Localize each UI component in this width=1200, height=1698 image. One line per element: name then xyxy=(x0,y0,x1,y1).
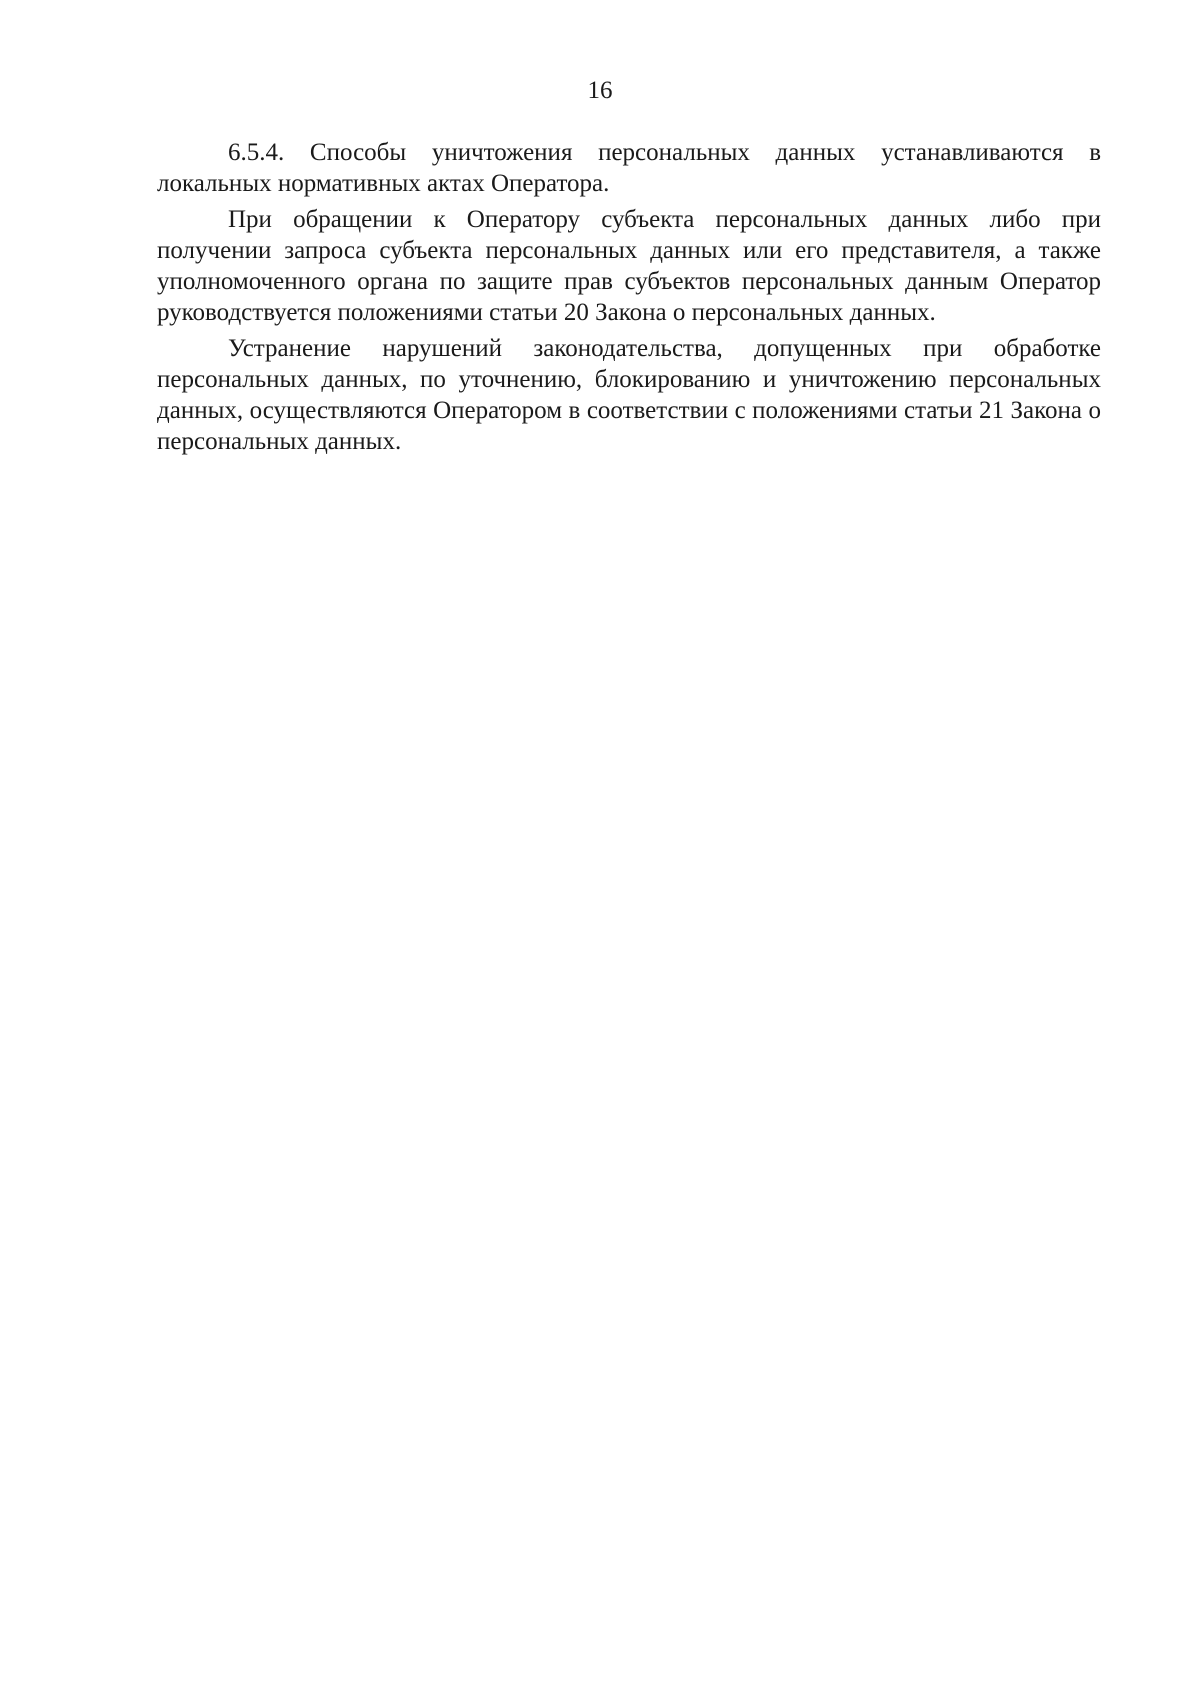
document-body xyxy=(157,137,1101,462)
page-number: 16 xyxy=(587,77,613,104)
paragraph-destruction-methods: 6.5.4. Способы уничтожения персональных данных устанавливаются в локальных нормативных актах Оператора. xyxy=(157,139,1101,197)
paragraph-violation-remedies: Устранение нарушений законодательства, допущенных при обработке персональных данных, по уточнению, блокированию и уничтожению персональных данных, осуществляются Оператором в соответствии с положениями статьи 21 Закона о персональных данных. xyxy=(157,335,1101,455)
paragraph-subject-requests: При обращении к Оператору субъекта персональных данных либо при получении запроса субъекта персональных данных или его представителя, а также уполномоченного органа по защите прав субъектов персональных данным Оператор руководствуется положениями статьи 20 Закона о персональных данных. xyxy=(157,206,1101,326)
